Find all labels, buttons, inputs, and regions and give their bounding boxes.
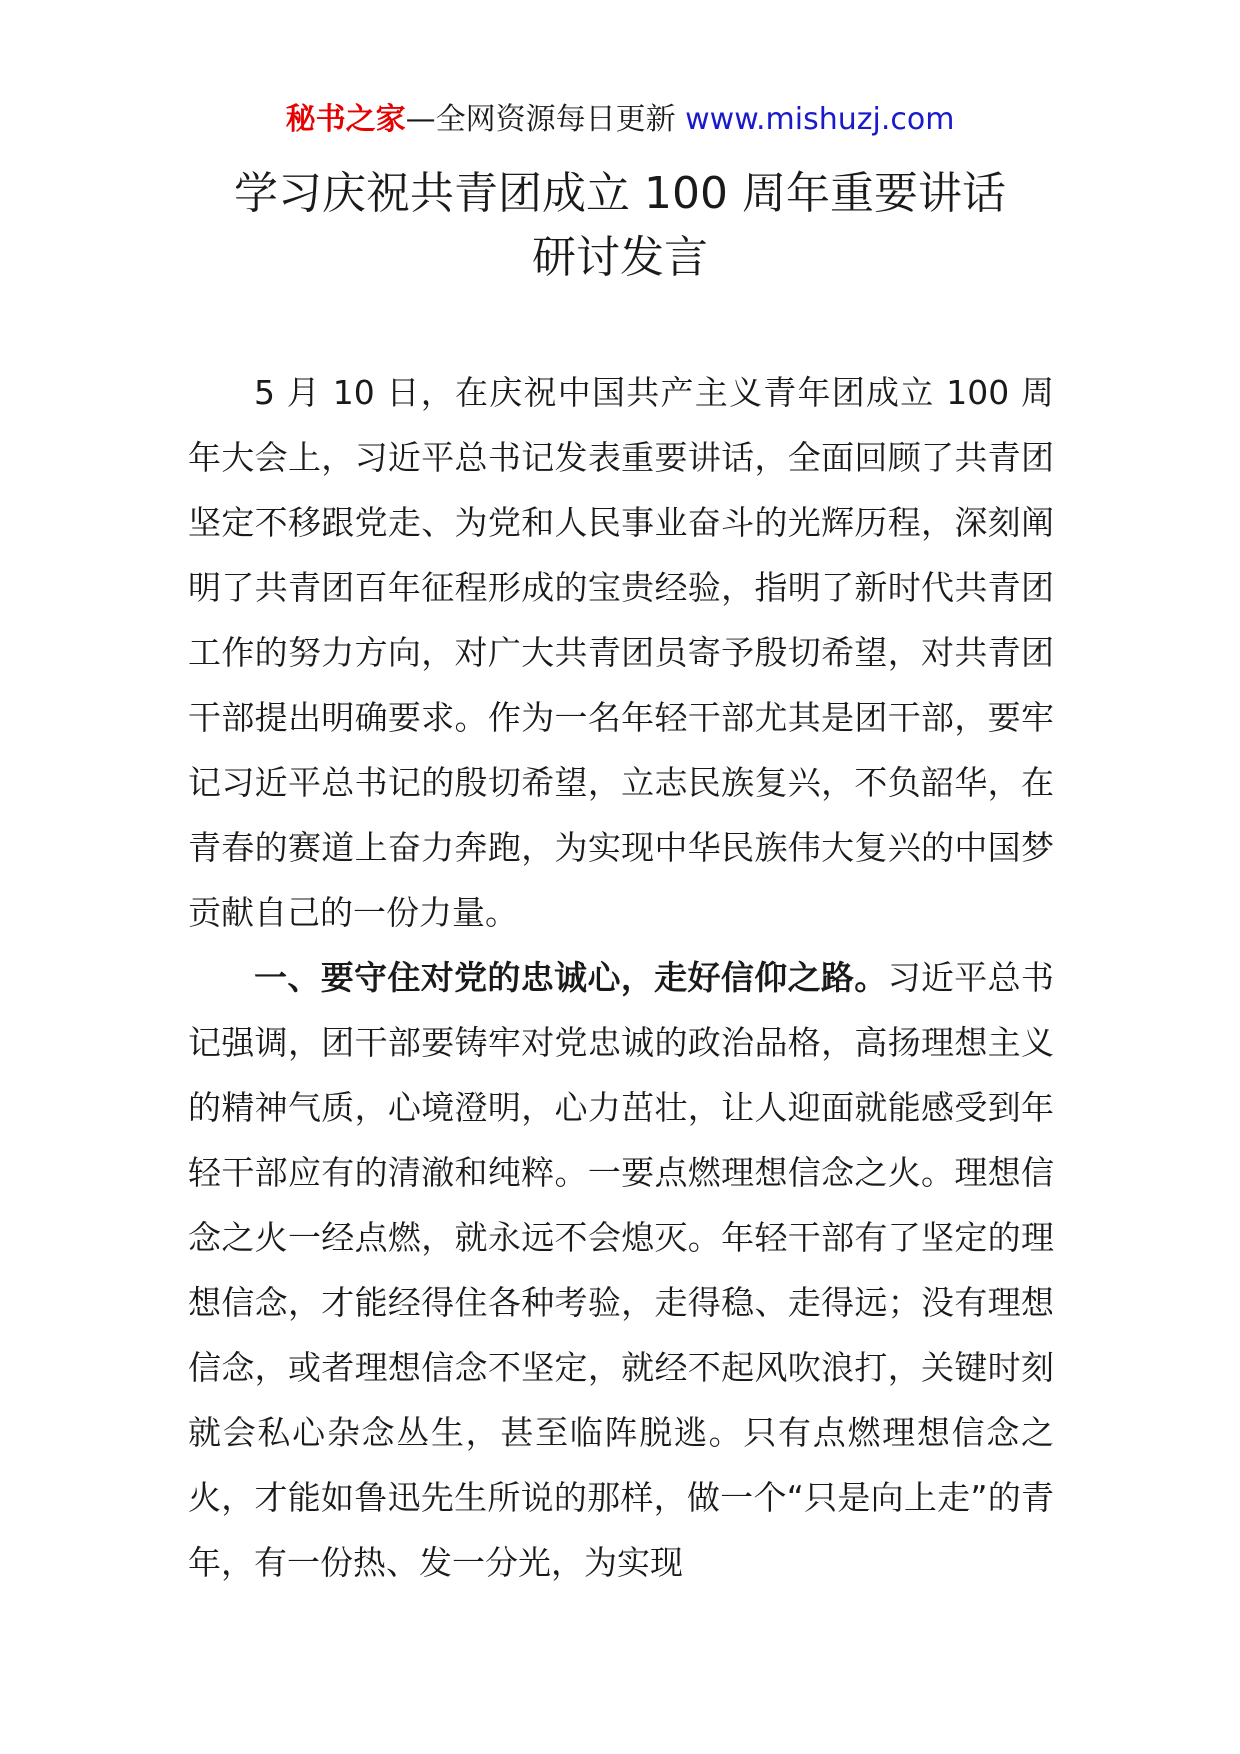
- paragraph-section-1: [188, 945, 1054, 1595]
- paragraph-intro: [188, 360, 1054, 945]
- site-brand: 秘书之家: [285, 102, 406, 137]
- title-line-1: 学习庆祝共青团成立 100 周年重要讲话: [234, 168, 1006, 219]
- site-tagline: —全网资源每日更新: [405, 102, 686, 137]
- paragraph-text: 5 月 10 日，在庆祝中国共产主义青年团成立 100 周年大会上，习近平总书记发表重要讲话，全面回顾了共青团坚定不移跟党走、为党和人民事业奋斗的光辉历程，深刻阐明了共青团百年征程形成的宝贵经验，指明了新时代共青团工作的努力方向，对广大共青团员寄予殷切希望，对共青团干部提出明确要求。作为一名年轻干部尤其是团干部，要牢记习近平总书记的殷切希望，立志民族复兴，不负韶华，在青春的赛道上奋力奔跑，为实现中华民族伟大复兴的中国梦贡献自己的一份力量。: [188, 373, 1054, 932]
- document-body: [188, 360, 1054, 1595]
- site-url[interactable]: www.mishuzj.com: [685, 102, 955, 137]
- site-header: [0, 100, 1240, 140]
- document-title: [0, 162, 1240, 290]
- title-line-2: 研讨发言: [532, 232, 708, 283]
- paragraph-text: 习近平总书记强调，团干部要铸牢对党忠诚的政治品格，高扬理想主义的精神气质，心境澄明，心力茁壮，让人迎面就能感受到年轻干部应有的清澈和纯粹。一要点燃理想信念之火。理想信念之火一经点燃，就永远不会熄灭。年轻干部有了坚定的理想信念，才能经得住各种考验，走得稳、走得远；没有理想信念，或者理想信念不坚定，就经不起风吹浪打，关键时刻就会私心杂念丛生，甚至临阵脱逃。只有点燃理想信念之火，才能如鲁迅先生所说的那样，做一个“只是向上走”的青年，有一份热、发一分光，为实现: [188, 958, 1055, 1582]
- section-heading: 一、要守住对党的忠诚心，走好信仰之路。: [254, 958, 888, 997]
